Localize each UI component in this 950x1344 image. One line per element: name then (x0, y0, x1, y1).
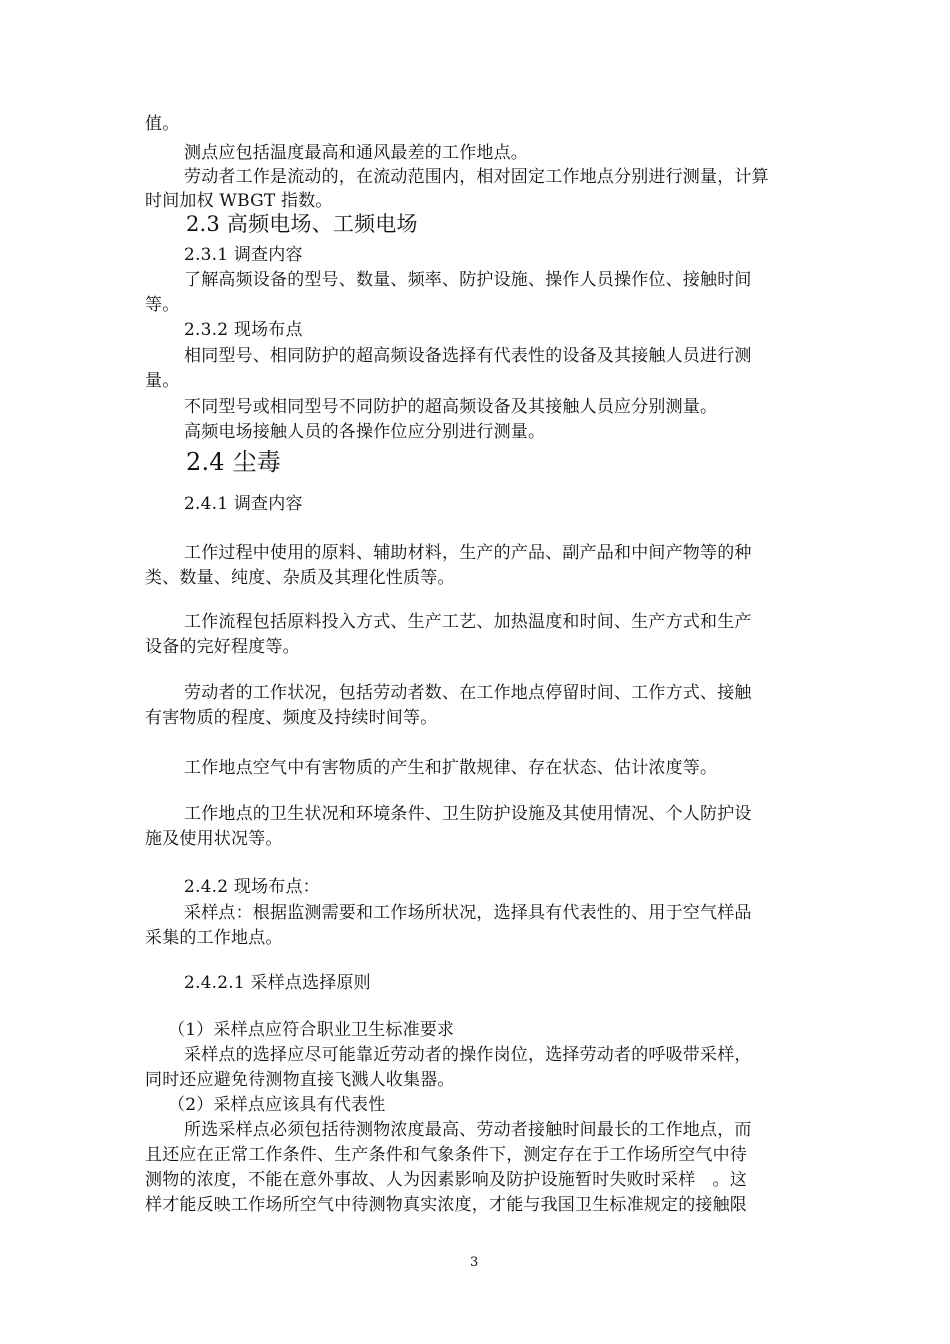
text-line: 设备的完好程度等。 (145, 637, 300, 657)
text-line: 工作地点的卫生状况和环境条件、卫生防护设施及其使用情况、个人防护设 (184, 804, 752, 824)
text-line: 不同型号或相同型号不同防护的超高频设备及其接触人员应分别测量。 (184, 397, 718, 417)
text-line: 工作流程包括原料投入方式、生产工艺、加热温度和时间、生产方式和生产 (184, 612, 752, 632)
text-line: 时间加权 WBGT 指数。 (145, 191, 333, 211)
text-line: 等。 (145, 295, 180, 315)
text-line: 类、数量、纯度、杂质及其理化性质等。 (145, 568, 455, 588)
text-line: 且还应在正常工作条件、生产条件和气象条件下，测定存在于工作场所空气中待 (145, 1145, 747, 1165)
text-line: 值。 (145, 114, 180, 134)
text-line: 采样点：根据监测需要和工作场所状况，选择具有代表性的、用于空气样品 (184, 903, 752, 923)
text-line: 工作过程中使用的原料、辅助材料，生产的产品、副产品和中间产物等的种 (184, 543, 752, 563)
page-number: 3 (470, 1255, 479, 1270)
subsection-heading: 2.4.2.1 采样点选择原则 (184, 973, 371, 993)
text-line: 劳动者工作是流动的，在流动范围内，相对固定工作地点分别进行测量，计算 (184, 167, 769, 187)
subsection-heading: 2.4.2 现场布点： (184, 877, 320, 897)
text-line: 劳动者的工作状况，包括劳动者数、在工作地点停留时间、工作方式、接触 (184, 683, 752, 703)
text-line: 样才能反映工作场所空气中待测物真实浓度，才能与我国卫生标准规定的接触限 (145, 1195, 747, 1215)
section-heading: 2.4 尘毒 (186, 448, 281, 476)
list-item-heading: （2）采样点应该具有代表性 (168, 1095, 386, 1115)
subsection-heading: 2.3.2 现场布点 (184, 320, 303, 340)
text-line: 测点应包括温度最高和通风最差的工作地点。 (184, 143, 528, 163)
text-line: 采样点的选择应尽可能靠近劳动者的操作岗位，选择劳动者的呼吸带采样， (184, 1045, 752, 1065)
text-line: 同时还应避免待测物直接飞溅人收集器。 (145, 1070, 455, 1090)
subsection-heading: 2.4.1 调查内容 (184, 494, 303, 514)
text-line: 量。 (145, 371, 180, 391)
list-item-heading: （1）采样点应符合职业卫生标准要求 (168, 1020, 455, 1040)
text-line: 相同型号、相同防护的超高频设备选择有代表性的设备及其接触人员进行测 (184, 346, 752, 366)
text-line: 有害物质的程度、频度及持续时间等。 (145, 708, 438, 728)
text-line: 采集的工作地点。 (145, 928, 283, 948)
text-line: 了解高频设备的型号、数量、频率、防护设施、操作人员操作位、接触时间 (184, 270, 752, 290)
section-heading: 2.3 高频电场、工频电场 (186, 212, 418, 236)
text-line: 工作地点空气中有害物质的产生和扩散规律、存在状态、估计浓度等。 (184, 758, 718, 778)
text-line: 高频电场接触人员的各操作位应分别进行测量。 (184, 422, 546, 442)
text-line: 施及使用状况等。 (145, 829, 283, 849)
text-line: 所选采样点必须包括待测物浓度最高、劳动者接触时间最长的工作地点，而 (184, 1120, 752, 1140)
subsection-heading: 2.3.1 调查内容 (184, 245, 303, 265)
text-line: 测物的浓度，不能在意外事故、人为因素影响及防护设施暂时失败时采样 。这 (145, 1170, 747, 1190)
